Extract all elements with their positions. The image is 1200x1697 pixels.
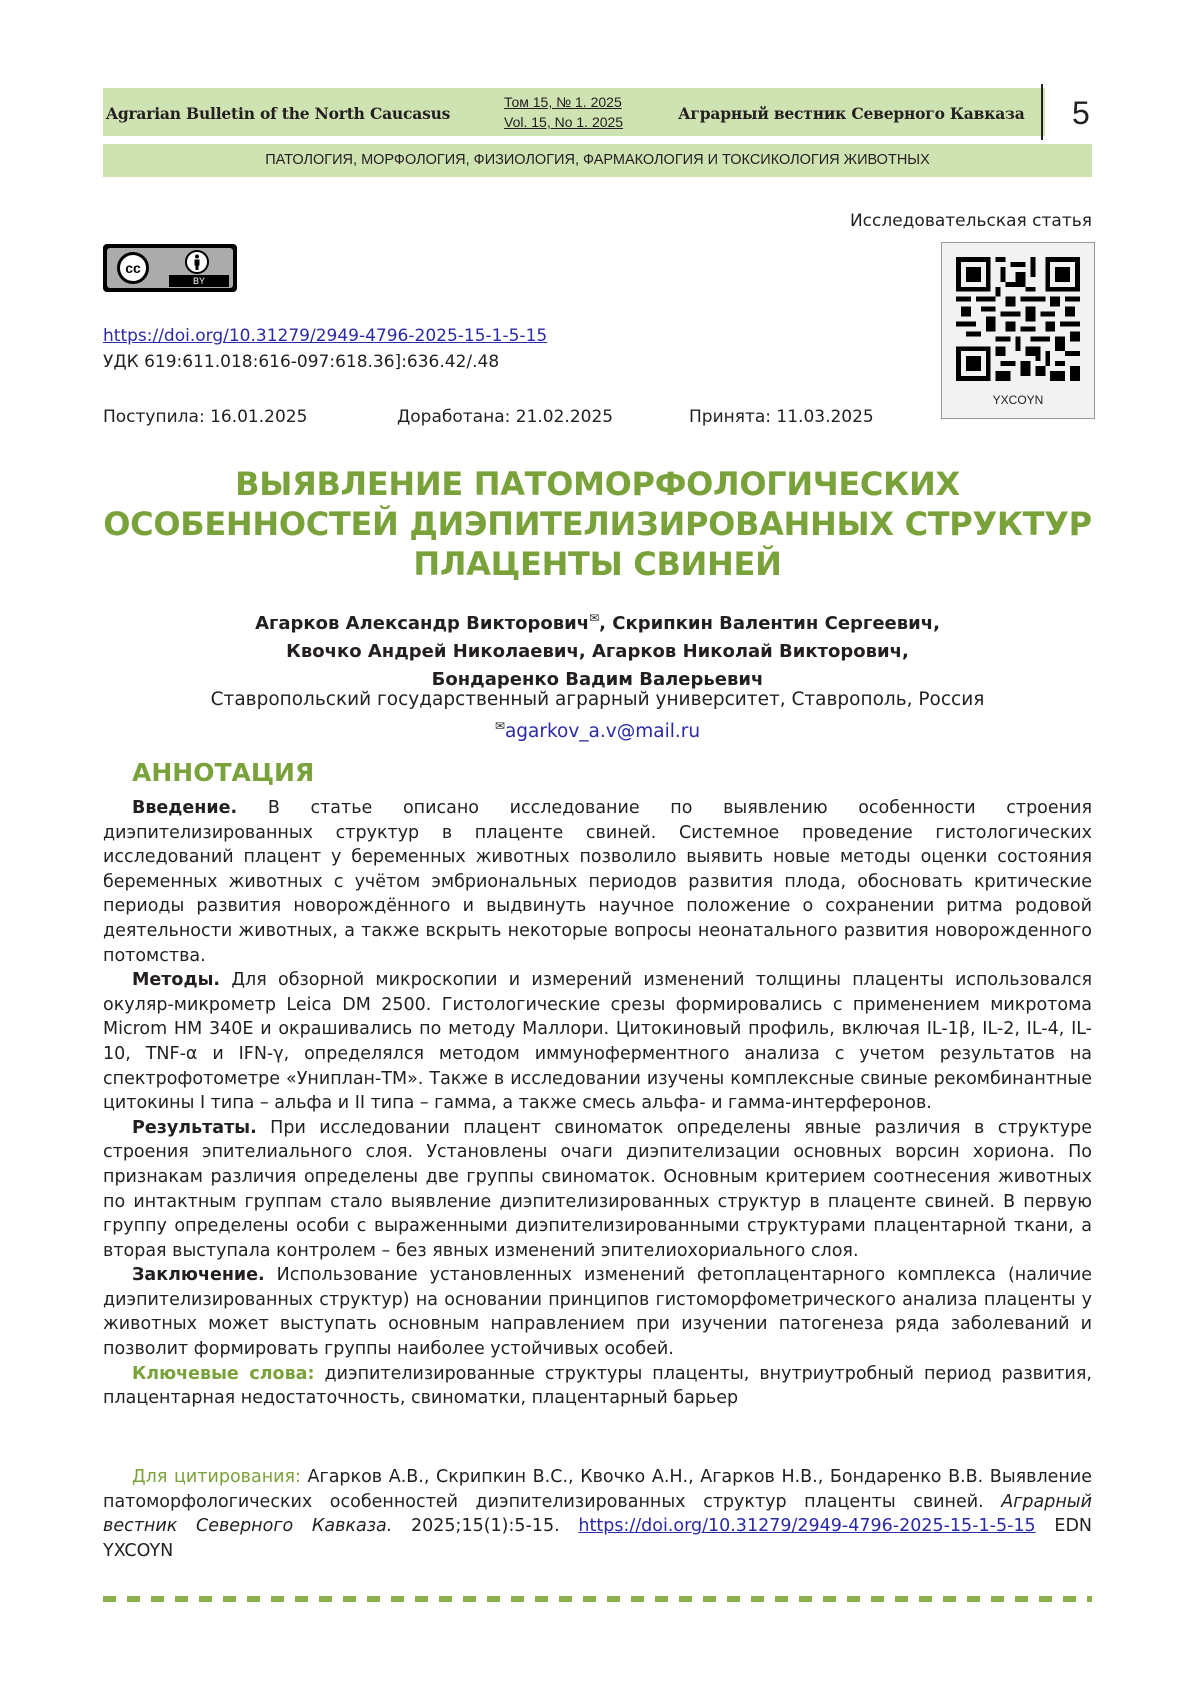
conclusion-text: Использование установленных изменений фетоплацентарного комплекса (наличие диэпителизированных структур) на основании принципов гистоморфометрического анализа плаценты у животных может выступать основным направлением при изучении патогенеза ряда заболеваний и позволит формировать группы наиболее устойчивых особей. xyxy=(103,1265,1092,1360)
citation-label: Для цитирования: xyxy=(132,1467,301,1487)
cc-icon: cc xyxy=(117,252,149,284)
udc-code: УДК 619:611.018:616-097:618.36]:636.42/.48 xyxy=(103,352,500,372)
affiliation: Ставропольский государственный аграрный университет, Ставрополь, Россия xyxy=(210,689,985,710)
volume-ru: Том 15, № 1. 2025 xyxy=(504,94,622,110)
volume-en: Vol. 15, No 1. 2025 xyxy=(504,114,624,130)
results-label: Результаты. xyxy=(132,1117,257,1138)
keywords-label: Ключевые слова: xyxy=(132,1363,315,1384)
qr-code-box[interactable] xyxy=(941,242,1095,419)
email-line xyxy=(103,713,1092,745)
citation-block xyxy=(103,1465,1092,1563)
title-line-2: ОСОБЕННОСТЕЙ ДИЭПИТЕЛИЗИРОВАННЫХ СТРУКТУР xyxy=(103,505,1092,543)
by-label: BY xyxy=(169,275,229,287)
keywords-text: диэпителизированные структуры плаценты, внутриутробный период развития, плацентарная недостаточность, свиноматки, плацентарный барьер xyxy=(103,1363,1092,1409)
affiliation-block xyxy=(103,686,1092,745)
authors-line-3: Бондаренко Вадим Валерьевич xyxy=(431,669,764,690)
journal-title-ru: Аграрный вестник Северного Кавказа xyxy=(678,104,1025,123)
intro-text: В статье описано исследование по выявлению особенности строения диэпителизированных структур в плаценте свиней. Системное проведение гистологических исследований плацент у беременных животных позволило выявить новые методы оценки состояния беременных животных с учётом эмбриональных периодов развития плода, обосновать критические периоды развития новорождённого и выдвинуть научное положение о сохранении ритма родовой деятельности животных, а также вскрыть некоторые вопросы неонатального развития новорожденного потомства. xyxy=(103,798,1092,966)
email-link[interactable]: agarkov_a.v@mail.ru xyxy=(504,721,701,743)
journal-title-en: Agrarian Bulletin of the North Caucasus xyxy=(106,104,451,123)
title-line-3: ПЛАЦЕНТЫ СВИНЕЙ xyxy=(413,545,782,583)
header-divider xyxy=(1041,84,1043,140)
authors-line-1 xyxy=(103,604,1092,638)
citation-text: Агарков А.В., Скрипкин В.С., Квочко А.Н., Агарков Н.В., Бондаренко В.В. Выявление патоморфологических особенностей диэпителизированных структур плаценты свиней. xyxy=(103,1467,1093,1512)
intro-label: Введение. xyxy=(132,798,238,818)
conclusion-label: Заключение. xyxy=(132,1265,265,1286)
keywords xyxy=(103,1362,1092,1411)
dashed-divider xyxy=(103,1596,1092,1602)
authors xyxy=(103,604,1092,694)
title-line-1: ВЫЯВЛЕНИЕ ПАТОМОРФОЛОГИЧЕСКИХ xyxy=(235,465,960,503)
page-number: 5 xyxy=(1072,95,1090,131)
rubric-bar: ПАТОЛОГИЯ, МОРФОЛОГИЯ, ФИЗИОЛОГИЯ, ФАРМАКОЛОГИЯ И ТОКСИКОЛОГИЯ ЖИВОТНЫХ xyxy=(103,144,1092,177)
citation-doi-link[interactable]: https://doi.org/10.31279/2949-4796-2025-15-1-5-15 xyxy=(578,1516,1036,1537)
date-revised: Доработана: 21.02.2025 xyxy=(397,407,614,427)
article-title xyxy=(103,464,1092,584)
author-1: Агарков Александр Викторович xyxy=(255,613,590,634)
cc-badge-right xyxy=(165,248,233,288)
methods-label: Методы. xyxy=(132,970,221,991)
citation xyxy=(103,1465,1092,1563)
by-icon xyxy=(185,250,209,274)
article-type: Исследовательская статья xyxy=(849,211,1092,231)
dates-row xyxy=(103,407,874,427)
cc-badge-left xyxy=(107,248,165,288)
volume-info xyxy=(504,92,636,132)
citation-issue: 2025;15(1):5-15. xyxy=(392,1516,579,1537)
abstract-intro xyxy=(103,796,1092,968)
abstract-methods xyxy=(103,968,1092,1116)
author-2: , Скрипкин Валентин Сергеевич, xyxy=(599,613,940,634)
authors-line-2: Квочко Андрей Николаевич, Агарков Николай Викторович, xyxy=(286,641,909,662)
methods-text: Для обзорной микроскопии и измерений изменений толщины плаценты использовался окуляр-микрометр Leica DM 2500. Гистологические срезы формировались с применением микротома Microm HM 340E и окрашивались по методу Маллори. Цитокиновый профиль, включая IL-1β, IL-2, IL-4, IL-10, TNF-α и IFN-γ, определялся методом иммуноферментного анализа с учетом результатов на спектрофотометре «Униплан-ТМ». Также в исследовании изучены комплексные свиные рекомбинантные цитокины I типа – альфа и II типа – гамма, а также смесь альфа- и гамма-интерферонов. xyxy=(103,970,1092,1114)
results-text: При исследовании плацент свиноматок определены явные различия в структуре строения эпителиального слоя. Установлены очаги диэпителизации основных ворсин хориона. По признакам различия определены две группы свиноматок. Основным критерием соотнесения животных по интактным группам стало выявление диэпителизированных структур в плаценте свиней. В первую группу определены особи с выраженными диэпителизированными структурами плацентарной ткани, а вторая выступала контролем – без явных изменений эпителиохориального слоя. xyxy=(103,1117,1092,1261)
qr-code-label: YXCOYN xyxy=(992,393,1044,407)
citation-edn: EDN YXCOYN xyxy=(103,1516,1093,1561)
cc-by-license-badge[interactable] xyxy=(103,244,237,292)
mail-icon: ✉ xyxy=(589,611,600,625)
abstract-conclusion xyxy=(103,1263,1092,1361)
mail-icon: ✉ xyxy=(494,719,505,733)
abstract xyxy=(103,796,1092,1411)
annotation-heading: АННОТАЦИЯ xyxy=(132,758,315,787)
qr-code-icon xyxy=(956,257,1080,381)
abstract-results xyxy=(103,1116,1092,1264)
date-received: Поступила: 16.01.2025 xyxy=(103,407,308,427)
doi-link[interactable]: https://doi.org/10.31279/2949-4796-2025-15-1-5-15 xyxy=(103,326,548,346)
date-accepted: Принята: 11.03.2025 xyxy=(689,407,874,427)
citation-journal: Аграрный вестник Северного Кавказа. xyxy=(103,1491,1092,1537)
